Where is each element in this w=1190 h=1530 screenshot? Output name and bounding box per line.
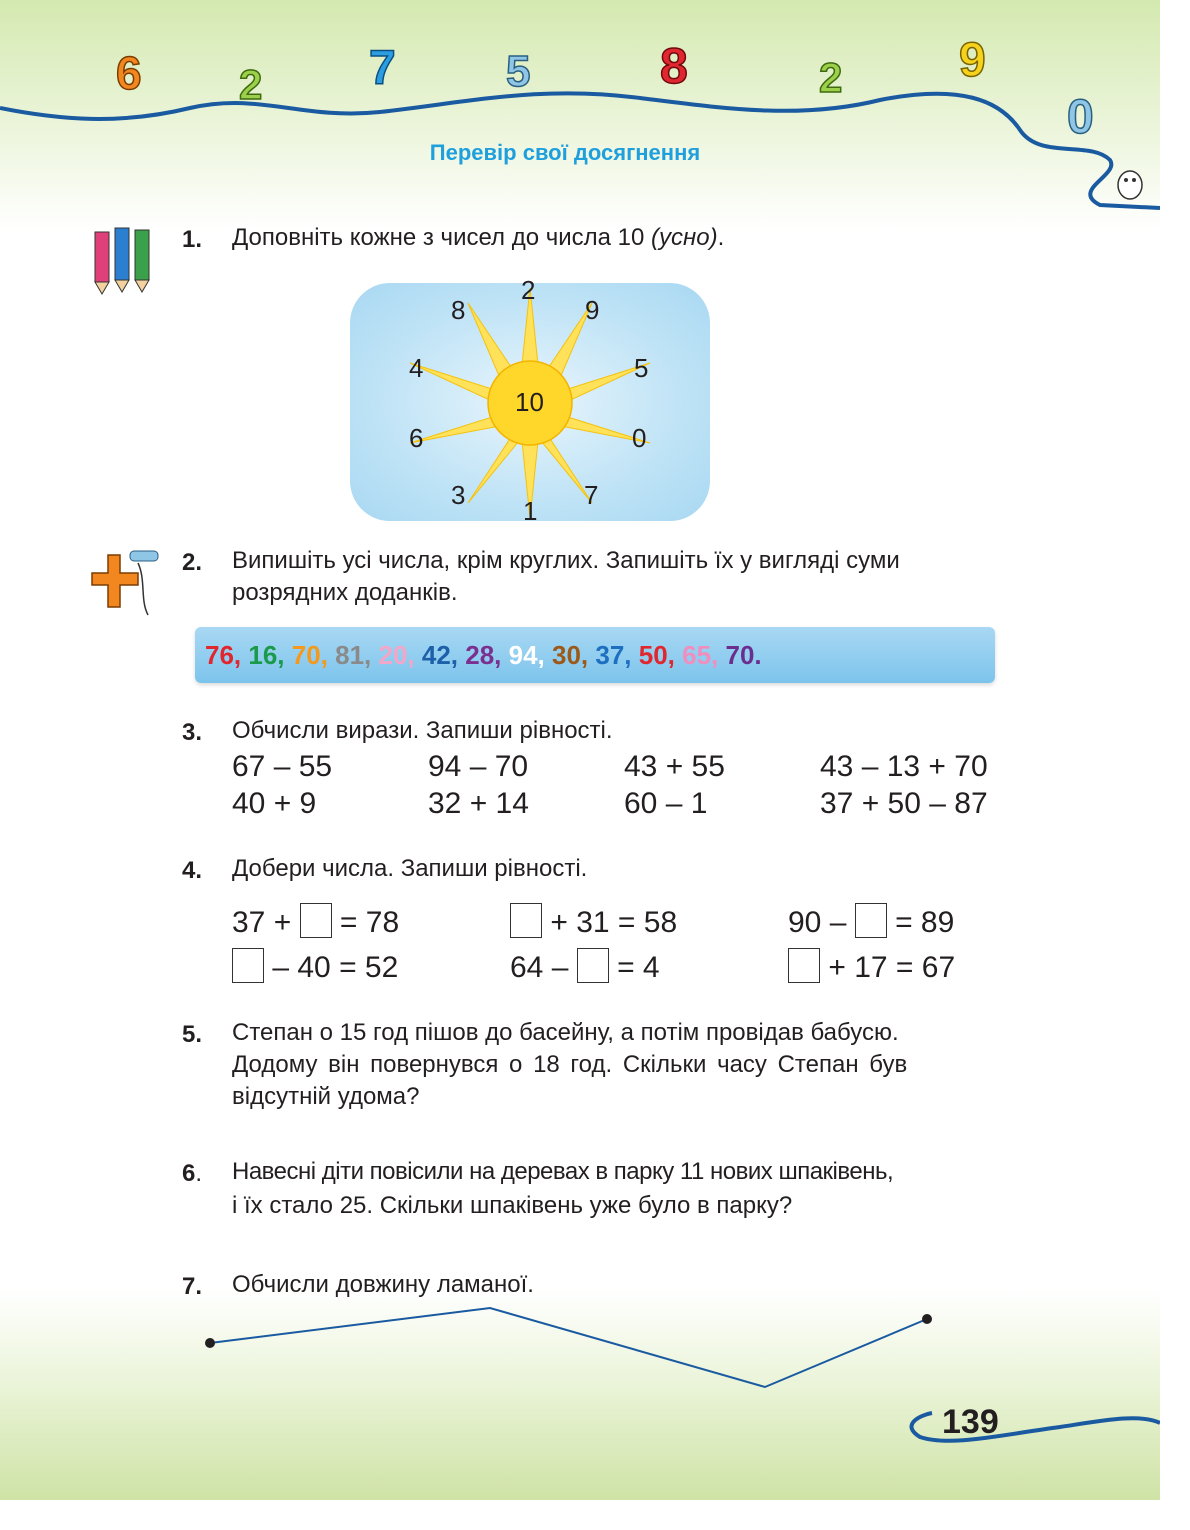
task-3-text: Обчисли вирази. Запиши рівності. — [232, 717, 613, 744]
strip-number: 81 — [335, 640, 365, 670]
equation-left: 64 – — [510, 951, 569, 984]
equation-right: + 31 = 58 — [550, 906, 678, 939]
equation — [232, 948, 398, 985]
equation-left: 90 – — [788, 906, 847, 939]
equation-right: = 89 — [895, 906, 955, 939]
strip-number: 70 — [291, 640, 321, 670]
strip-number: 50 — [638, 640, 668, 670]
answer-box[interactable] — [788, 948, 820, 983]
task-5-line-3: відсутній удома? — [232, 1083, 420, 1110]
task-5-line-1: Степан о 15 год пішов до басейну, а потім провідав бабусю. — [232, 1019, 899, 1046]
digit-six-character-icon — [102, 45, 162, 105]
task-5-line-2: Додому він повернувся о 18 год. Скільки часу Степан був — [232, 1051, 908, 1078]
expression: 67 – 55 — [232, 750, 333, 783]
strip-separator: , — [320, 640, 336, 670]
equation-right: + 17 = 67 — [828, 951, 956, 984]
digit-eight-character-icon — [648, 35, 708, 95]
plus-character-icon — [88, 545, 168, 625]
sun-ray-number: 3 — [451, 480, 466, 510]
svg-text:9: 9 — [959, 34, 986, 85]
task-2-number: 2. — [182, 549, 203, 576]
sun-ray-number: 9 — [585, 295, 600, 325]
expression: 37 + 50 – 87 — [820, 787, 988, 820]
task-6-line-2: і їх стало 25. Скільки шпаківень уже було в парку? — [232, 1192, 793, 1219]
sun-ray-number: 7 — [584, 480, 599, 510]
strip-separator: , — [407, 640, 422, 670]
sun-ray-number: 1 — [523, 496, 538, 526]
strip-separator: , — [233, 640, 249, 670]
task-4-text: Добери числа. Запиши рівності. — [232, 855, 588, 882]
equation — [788, 948, 955, 985]
sun-ray-number: 0 — [632, 423, 647, 453]
strip-number: 20 — [378, 640, 408, 670]
digit-nine-character-icon — [945, 30, 1005, 90]
equation — [510, 903, 677, 940]
expression: 94 – 70 — [428, 750, 529, 783]
task-7-text: Обчисли довжину ламаної. — [232, 1271, 534, 1298]
task-3-number: 3. — [182, 719, 203, 746]
task-1-text-end: . — [717, 224, 725, 251]
task-6-number-dot: . — [195, 1160, 203, 1187]
task-2-line-1: Випишіть усі числа, крім круглих. Запишіть їх у вигляді суми — [232, 547, 900, 574]
equation-right: = 78 — [339, 906, 400, 939]
page-title: Перевір свої досягнення — [429, 140, 701, 165]
svg-text:2: 2 — [239, 61, 263, 108]
svg-text:8: 8 — [660, 38, 688, 90]
answer-box[interactable] — [300, 903, 332, 938]
small-creature-icon — [1110, 160, 1150, 210]
task-6-number-digit: 6 — [182, 1160, 196, 1187]
strip-number: 70 — [725, 640, 755, 670]
task-1-text-italic: (усно) — [651, 224, 718, 251]
strip-number: 65 — [682, 640, 712, 670]
task-6-line-1: Навесні діти повісили на деревах в парку 11 нових шпаківень, — [232, 1158, 894, 1185]
svg-text:0: 0 — [1067, 91, 1094, 144]
equation-left: 37 + — [232, 906, 292, 939]
svg-text:5: 5 — [506, 47, 531, 96]
strip-number: 42 — [421, 640, 451, 670]
equation-right: = 4 — [617, 951, 660, 984]
strip-separator: , — [494, 640, 509, 670]
strip-number: 28 — [465, 640, 495, 670]
sun-ray-number: 8 — [451, 295, 466, 325]
expression: 43 + 55 — [624, 750, 725, 783]
svg-text:7: 7 — [369, 42, 396, 93]
strip-separator: , — [364, 640, 379, 670]
numbers-strip — [195, 627, 995, 683]
sun-panel — [350, 275, 710, 526]
task-2-line-2: розрядних доданків. — [232, 579, 458, 606]
sun-ray-number: 5 — [634, 353, 649, 383]
strip-separator: , — [580, 640, 596, 670]
sun-ray-number: 6 — [409, 423, 424, 453]
equation-right: – 40 = 52 — [272, 951, 399, 984]
equation — [232, 903, 399, 940]
strip-number: 94 — [508, 640, 538, 670]
expression: 32 + 14 — [428, 787, 529, 820]
digit-two-character-icon-2 — [805, 48, 865, 108]
strip-number: 30 — [552, 640, 581, 670]
expression: 60 – 1 — [624, 787, 708, 820]
sun-ray-number: 4 — [409, 353, 424, 383]
svg-text:2: 2 — [819, 54, 843, 101]
svg-text:6: 6 — [116, 47, 142, 99]
strip-separator: , — [667, 640, 683, 670]
answer-box[interactable] — [577, 948, 609, 983]
numbers-strip-list — [205, 640, 762, 671]
answer-box[interactable] — [855, 903, 887, 938]
footer-wave — [900, 1405, 1160, 1450]
equation — [510, 948, 660, 985]
digit-seven-character-icon — [355, 38, 415, 98]
strip-separator: , — [450, 640, 466, 670]
sun-ray-number: 2 — [521, 275, 536, 305]
strip-separator: , — [537, 640, 552, 670]
task-7-number: 7. — [182, 1273, 203, 1300]
strip-number: 76 — [205, 640, 234, 670]
expression: 40 + 9 — [232, 787, 317, 820]
task-4-number: 4. — [182, 857, 203, 884]
strip-number: 37 — [595, 640, 625, 670]
strip-separator: . — [754, 640, 762, 670]
answer-box[interactable] — [510, 903, 542, 938]
expression: 43 – 13 + 70 — [820, 750, 988, 783]
task-1-text-main: Доповніть кожне з чисел до числа 10 — [232, 224, 652, 251]
strip-separator: , — [277, 640, 292, 670]
digit-two-character-icon — [225, 55, 285, 115]
digit-five-character-icon — [492, 42, 552, 102]
page-number: 139 — [942, 1403, 999, 1441]
task-1-text — [232, 222, 724, 254]
strip-separator: , — [711, 640, 726, 670]
strip-number: 16 — [248, 640, 278, 670]
strip-separator: , — [624, 640, 639, 670]
pencils-icon — [85, 222, 165, 302]
broken-line-figure — [200, 1300, 940, 1400]
equation — [788, 903, 954, 940]
sun-center-number: 10 — [515, 387, 544, 417]
task-5-number: 5. — [182, 1021, 203, 1048]
task-1-number: 1. — [182, 226, 203, 253]
answer-box[interactable] — [232, 948, 264, 983]
task-6-number — [182, 1160, 202, 1188]
